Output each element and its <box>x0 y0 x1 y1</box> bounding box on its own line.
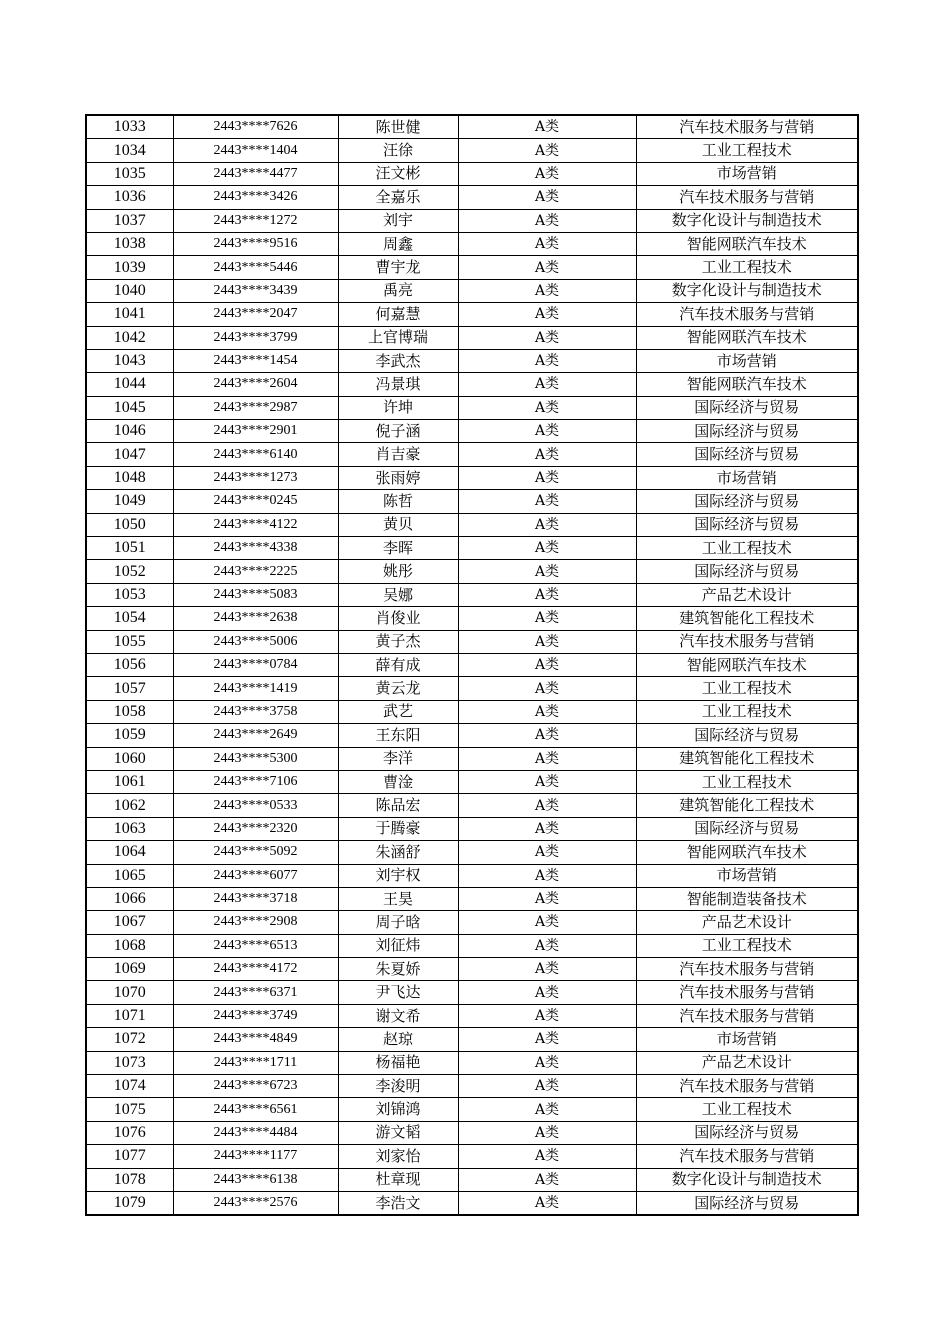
id-number-cell: 2443****1273 <box>173 466 338 489</box>
table-row <box>86 560 858 583</box>
id-number-cell: 2443****1454 <box>173 349 338 372</box>
major-cell: 智能网联汽车技术 <box>636 326 858 349</box>
student-name-cell: 赵琼 <box>338 1028 458 1051</box>
category-cell: A类 <box>458 139 636 162</box>
table-row <box>86 162 858 185</box>
row-number-cell: 1033 <box>86 115 173 139</box>
id-number-cell: 2443****2320 <box>173 817 338 840</box>
category-cell: A类 <box>458 420 636 443</box>
roster-table <box>85 114 859 1216</box>
category-cell: A类 <box>458 817 636 840</box>
category-cell: A类 <box>458 958 636 981</box>
table-row <box>86 232 858 255</box>
id-number-cell: 2443****5092 <box>173 841 338 864</box>
id-number-cell: 2443****4172 <box>173 958 338 981</box>
category-cell: A类 <box>458 583 636 606</box>
row-number-cell: 1064 <box>86 841 173 864</box>
row-number-cell: 1043 <box>86 349 173 372</box>
category-cell: A类 <box>458 1121 636 1144</box>
student-name-cell: 杨福艳 <box>338 1051 458 1074</box>
row-number-cell: 1049 <box>86 490 173 513</box>
row-number-cell: 1054 <box>86 607 173 630</box>
category-cell: A类 <box>458 981 636 1004</box>
table-row <box>86 677 858 700</box>
major-cell: 工业工程技术 <box>636 139 858 162</box>
category-cell: A类 <box>458 1051 636 1074</box>
category-cell: A类 <box>458 396 636 419</box>
major-cell: 工业工程技术 <box>636 770 858 793</box>
major-cell: 市场营销 <box>636 466 858 489</box>
student-name-cell: 上官博瑞 <box>338 326 458 349</box>
student-name-cell: 汪文彬 <box>338 162 458 185</box>
id-number-cell: 2443****1711 <box>173 1051 338 1074</box>
major-cell: 工业工程技术 <box>636 1098 858 1121</box>
id-number-cell: 2443****3718 <box>173 887 338 910</box>
student-name-cell: 朱涵舒 <box>338 841 458 864</box>
table-row <box>86 864 858 887</box>
id-number-cell: 2443****1177 <box>173 1145 338 1168</box>
student-name-cell: 禹亮 <box>338 279 458 302</box>
table-row <box>86 1121 858 1144</box>
id-number-cell: 2443****3749 <box>173 1004 338 1027</box>
id-number-cell: 2443****4484 <box>173 1121 338 1144</box>
student-name-cell: 刘家怡 <box>338 1145 458 1168</box>
id-number-cell: 2443****5300 <box>173 747 338 770</box>
row-number-cell: 1067 <box>86 911 173 934</box>
major-cell: 汽车技术服务与营销 <box>636 115 858 139</box>
category-cell: A类 <box>458 232 636 255</box>
id-number-cell: 2443****2604 <box>173 373 338 396</box>
student-name-cell: 刘锦鸿 <box>338 1098 458 1121</box>
table-row <box>86 349 858 372</box>
roster-body <box>86 115 858 1215</box>
category-cell: A类 <box>458 934 636 957</box>
category-cell: A类 <box>458 677 636 700</box>
table-row <box>86 1098 858 1121</box>
student-name-cell: 吴娜 <box>338 583 458 606</box>
row-number-cell: 1076 <box>86 1121 173 1144</box>
row-number-cell: 1079 <box>86 1191 173 1215</box>
table-row <box>86 607 858 630</box>
category-cell: A类 <box>458 209 636 232</box>
student-name-cell: 黄贝 <box>338 513 458 536</box>
table-row <box>86 653 858 676</box>
major-cell: 汽车技术服务与营销 <box>636 1075 858 1098</box>
category-cell: A类 <box>458 864 636 887</box>
id-number-cell: 2443****2225 <box>173 560 338 583</box>
major-cell: 建筑智能化工程技术 <box>636 794 858 817</box>
major-cell: 国际经济与贸易 <box>636 724 858 747</box>
student-name-cell: 陈品宏 <box>338 794 458 817</box>
table-row <box>86 700 858 723</box>
major-cell: 建筑智能化工程技术 <box>636 747 858 770</box>
table-row <box>86 1191 858 1215</box>
row-number-cell: 1066 <box>86 887 173 910</box>
row-number-cell: 1037 <box>86 209 173 232</box>
id-number-cell: 2443****4338 <box>173 537 338 560</box>
major-cell: 市场营销 <box>636 864 858 887</box>
major-cell: 汽车技术服务与营销 <box>636 186 858 209</box>
category-cell: A类 <box>458 1191 636 1215</box>
student-name-cell: 李晖 <box>338 537 458 560</box>
row-number-cell: 1044 <box>86 373 173 396</box>
category-cell: A类 <box>458 1028 636 1051</box>
id-number-cell: 2443****3758 <box>173 700 338 723</box>
table-row <box>86 326 858 349</box>
category-cell: A类 <box>458 1004 636 1027</box>
id-number-cell: 2443****0533 <box>173 794 338 817</box>
major-cell: 国际经济与贸易 <box>636 560 858 583</box>
table-row <box>86 887 858 910</box>
id-number-cell: 2443****2576 <box>173 1191 338 1215</box>
student-name-cell: 谢文希 <box>338 1004 458 1027</box>
major-cell: 工业工程技术 <box>636 934 858 957</box>
row-number-cell: 1057 <box>86 677 173 700</box>
major-cell: 智能网联汽车技术 <box>636 653 858 676</box>
table-row <box>86 1051 858 1074</box>
category-cell: A类 <box>458 1168 636 1191</box>
row-number-cell: 1062 <box>86 794 173 817</box>
row-number-cell: 1073 <box>86 1051 173 1074</box>
row-number-cell: 1035 <box>86 162 173 185</box>
category-cell: A类 <box>458 724 636 747</box>
id-number-cell: 2443****7626 <box>173 115 338 139</box>
category-cell: A类 <box>458 490 636 513</box>
row-number-cell: 1078 <box>86 1168 173 1191</box>
id-number-cell: 2443****2638 <box>173 607 338 630</box>
id-number-cell: 2443****1419 <box>173 677 338 700</box>
major-cell: 国际经济与贸易 <box>636 396 858 419</box>
row-number-cell: 1052 <box>86 560 173 583</box>
category-cell: A类 <box>458 887 636 910</box>
major-cell: 数字化设计与制造技术 <box>636 1168 858 1191</box>
id-number-cell: 2443****4849 <box>173 1028 338 1051</box>
major-cell: 国际经济与贸易 <box>636 443 858 466</box>
row-number-cell: 1056 <box>86 653 173 676</box>
category-cell: A类 <box>458 186 636 209</box>
row-number-cell: 1069 <box>86 958 173 981</box>
row-number-cell: 1036 <box>86 186 173 209</box>
student-name-cell: 杜章现 <box>338 1168 458 1191</box>
student-name-cell: 黄云龙 <box>338 677 458 700</box>
student-name-cell: 曹淦 <box>338 770 458 793</box>
student-name-cell: 武艺 <box>338 700 458 723</box>
category-cell: A类 <box>458 770 636 793</box>
student-name-cell: 黄子杰 <box>338 630 458 653</box>
row-number-cell: 1042 <box>86 326 173 349</box>
table-row <box>86 443 858 466</box>
table-row <box>86 373 858 396</box>
table-row <box>86 747 858 770</box>
student-name-cell: 陈世健 <box>338 115 458 139</box>
id-number-cell: 2443****1272 <box>173 209 338 232</box>
major-cell: 智能网联汽车技术 <box>636 232 858 255</box>
category-cell: A类 <box>458 630 636 653</box>
student-name-cell: 张雨婷 <box>338 466 458 489</box>
student-name-cell: 陈哲 <box>338 490 458 513</box>
row-number-cell: 1059 <box>86 724 173 747</box>
major-cell: 数字化设计与制造技术 <box>636 209 858 232</box>
major-cell: 国际经济与贸易 <box>636 490 858 513</box>
major-cell: 智能网联汽车技术 <box>636 373 858 396</box>
id-number-cell: 2443****6077 <box>173 864 338 887</box>
table-row <box>86 139 858 162</box>
id-number-cell: 2443****2047 <box>173 303 338 326</box>
category-cell: A类 <box>458 279 636 302</box>
category-cell: A类 <box>458 1145 636 1168</box>
table-row <box>86 115 858 139</box>
table-row <box>86 583 858 606</box>
id-number-cell: 2443****5006 <box>173 630 338 653</box>
row-number-cell: 1045 <box>86 396 173 419</box>
id-number-cell: 2443****2901 <box>173 420 338 443</box>
table-row <box>86 513 858 536</box>
student-name-cell: 倪子涵 <box>338 420 458 443</box>
major-cell: 市场营销 <box>636 1028 858 1051</box>
category-cell: A类 <box>458 700 636 723</box>
table-row <box>86 256 858 279</box>
row-number-cell: 1070 <box>86 981 173 1004</box>
category-cell: A类 <box>458 349 636 372</box>
id-number-cell: 2443****5083 <box>173 583 338 606</box>
row-number-cell: 1047 <box>86 443 173 466</box>
table-row <box>86 817 858 840</box>
student-name-cell: 王东阳 <box>338 724 458 747</box>
category-cell: A类 <box>458 162 636 185</box>
id-number-cell: 2443****6561 <box>173 1098 338 1121</box>
student-name-cell: 周鑫 <box>338 232 458 255</box>
table-row <box>86 630 858 653</box>
student-name-cell: 尹飞达 <box>338 981 458 1004</box>
id-number-cell: 2443****7106 <box>173 770 338 793</box>
category-cell: A类 <box>458 513 636 536</box>
category-cell: A类 <box>458 466 636 489</box>
table-row <box>86 1028 858 1051</box>
major-cell: 产品艺术设计 <box>636 583 858 606</box>
id-number-cell: 2443****3426 <box>173 186 338 209</box>
student-name-cell: 薛有成 <box>338 653 458 676</box>
id-number-cell: 2443****2987 <box>173 396 338 419</box>
student-name-cell: 刘宇权 <box>338 864 458 887</box>
category-cell: A类 <box>458 443 636 466</box>
major-cell: 国际经济与贸易 <box>636 1191 858 1215</box>
category-cell: A类 <box>458 303 636 326</box>
major-cell: 汽车技术服务与营销 <box>636 1145 858 1168</box>
row-number-cell: 1041 <box>86 303 173 326</box>
row-number-cell: 1048 <box>86 466 173 489</box>
major-cell: 汽车技术服务与营销 <box>636 981 858 1004</box>
student-name-cell: 王昊 <box>338 887 458 910</box>
category-cell: A类 <box>458 1075 636 1098</box>
row-number-cell: 1055 <box>86 630 173 653</box>
id-number-cell: 2443****0784 <box>173 653 338 676</box>
student-name-cell: 汪徐 <box>338 139 458 162</box>
id-number-cell: 2443****4477 <box>173 162 338 185</box>
table-row <box>86 279 858 302</box>
id-number-cell: 2443****5446 <box>173 256 338 279</box>
row-number-cell: 1039 <box>86 256 173 279</box>
major-cell: 建筑智能化工程技术 <box>636 607 858 630</box>
row-number-cell: 1040 <box>86 279 173 302</box>
table-row <box>86 841 858 864</box>
table-row <box>86 537 858 560</box>
major-cell: 数字化设计与制造技术 <box>636 279 858 302</box>
row-number-cell: 1046 <box>86 420 173 443</box>
category-cell: A类 <box>458 841 636 864</box>
row-number-cell: 1061 <box>86 770 173 793</box>
student-name-cell: 李洋 <box>338 747 458 770</box>
student-name-cell: 全嘉乐 <box>338 186 458 209</box>
category-cell: A类 <box>458 607 636 630</box>
major-cell: 工业工程技术 <box>636 256 858 279</box>
row-number-cell: 1051 <box>86 537 173 560</box>
student-name-cell: 曹宇龙 <box>338 256 458 279</box>
table-row <box>86 1004 858 1027</box>
id-number-cell: 2443****6140 <box>173 443 338 466</box>
student-name-cell: 冯景琪 <box>338 373 458 396</box>
id-number-cell: 2443****6371 <box>173 981 338 1004</box>
table-row <box>86 958 858 981</box>
major-cell: 工业工程技术 <box>636 677 858 700</box>
id-number-cell: 2443****0245 <box>173 490 338 513</box>
major-cell: 工业工程技术 <box>636 537 858 560</box>
category-cell: A类 <box>458 747 636 770</box>
student-name-cell: 肖俊业 <box>338 607 458 630</box>
table-row <box>86 186 858 209</box>
table-row <box>86 396 858 419</box>
table-row <box>86 303 858 326</box>
row-number-cell: 1077 <box>86 1145 173 1168</box>
major-cell: 国际经济与贸易 <box>636 1121 858 1144</box>
row-number-cell: 1060 <box>86 747 173 770</box>
row-number-cell: 1053 <box>86 583 173 606</box>
row-number-cell: 1068 <box>86 934 173 957</box>
student-name-cell: 何嘉慧 <box>338 303 458 326</box>
category-cell: A类 <box>458 326 636 349</box>
major-cell: 工业工程技术 <box>636 700 858 723</box>
category-cell: A类 <box>458 115 636 139</box>
major-cell: 汽车技术服务与营销 <box>636 1004 858 1027</box>
student-name-cell: 李浩文 <box>338 1191 458 1215</box>
table-row <box>86 420 858 443</box>
row-number-cell: 1038 <box>86 232 173 255</box>
student-name-cell: 刘宇 <box>338 209 458 232</box>
table-row <box>86 1075 858 1098</box>
table-row <box>86 794 858 817</box>
major-cell: 产品艺术设计 <box>636 911 858 934</box>
major-cell: 汽车技术服务与营销 <box>636 303 858 326</box>
major-cell: 汽车技术服务与营销 <box>636 958 858 981</box>
id-number-cell: 2443****6723 <box>173 1075 338 1098</box>
id-number-cell: 2443****1404 <box>173 139 338 162</box>
category-cell: A类 <box>458 911 636 934</box>
id-number-cell: 2443****9516 <box>173 232 338 255</box>
row-number-cell: 1058 <box>86 700 173 723</box>
student-name-cell: 游文韬 <box>338 1121 458 1144</box>
table-row <box>86 490 858 513</box>
student-name-cell: 于腾豪 <box>338 817 458 840</box>
category-cell: A类 <box>458 373 636 396</box>
id-number-cell: 2443****6138 <box>173 1168 338 1191</box>
id-number-cell: 2443****4122 <box>173 513 338 536</box>
row-number-cell: 1071 <box>86 1004 173 1027</box>
id-number-cell: 2443****6513 <box>173 934 338 957</box>
table-row <box>86 466 858 489</box>
student-name-cell: 周子晗 <box>338 911 458 934</box>
table-row <box>86 209 858 232</box>
student-name-cell: 朱夏娇 <box>338 958 458 981</box>
row-number-cell: 1072 <box>86 1028 173 1051</box>
major-cell: 国际经济与贸易 <box>636 420 858 443</box>
table-row <box>86 911 858 934</box>
table-row <box>86 1145 858 1168</box>
category-cell: A类 <box>458 1098 636 1121</box>
table-row <box>86 1168 858 1191</box>
table-row <box>86 981 858 1004</box>
major-cell: 智能制造装备技术 <box>636 887 858 910</box>
category-cell: A类 <box>458 794 636 817</box>
category-cell: A类 <box>458 256 636 279</box>
id-number-cell: 2443****2649 <box>173 724 338 747</box>
major-cell: 市场营销 <box>636 349 858 372</box>
id-number-cell: 2443****3439 <box>173 279 338 302</box>
row-number-cell: 1034 <box>86 139 173 162</box>
id-number-cell: 2443****2908 <box>173 911 338 934</box>
major-cell: 国际经济与贸易 <box>636 817 858 840</box>
row-number-cell: 1075 <box>86 1098 173 1121</box>
student-name-cell: 刘征炜 <box>338 934 458 957</box>
row-number-cell: 1065 <box>86 864 173 887</box>
major-cell: 智能网联汽车技术 <box>636 841 858 864</box>
major-cell: 产品艺术设计 <box>636 1051 858 1074</box>
category-cell: A类 <box>458 537 636 560</box>
row-number-cell: 1063 <box>86 817 173 840</box>
category-cell: A类 <box>458 653 636 676</box>
table-row <box>86 934 858 957</box>
major-cell: 汽车技术服务与营销 <box>636 630 858 653</box>
id-number-cell: 2443****3799 <box>173 326 338 349</box>
row-number-cell: 1074 <box>86 1075 173 1098</box>
major-cell: 国际经济与贸易 <box>636 513 858 536</box>
category-cell: A类 <box>458 560 636 583</box>
student-name-cell: 李武杰 <box>338 349 458 372</box>
student-name-cell: 姚彤 <box>338 560 458 583</box>
row-number-cell: 1050 <box>86 513 173 536</box>
student-name-cell: 肖吉豪 <box>338 443 458 466</box>
student-name-cell: 李浚明 <box>338 1075 458 1098</box>
major-cell: 市场营销 <box>636 162 858 185</box>
table-row <box>86 770 858 793</box>
table-row <box>86 724 858 747</box>
student-name-cell: 许坤 <box>338 396 458 419</box>
